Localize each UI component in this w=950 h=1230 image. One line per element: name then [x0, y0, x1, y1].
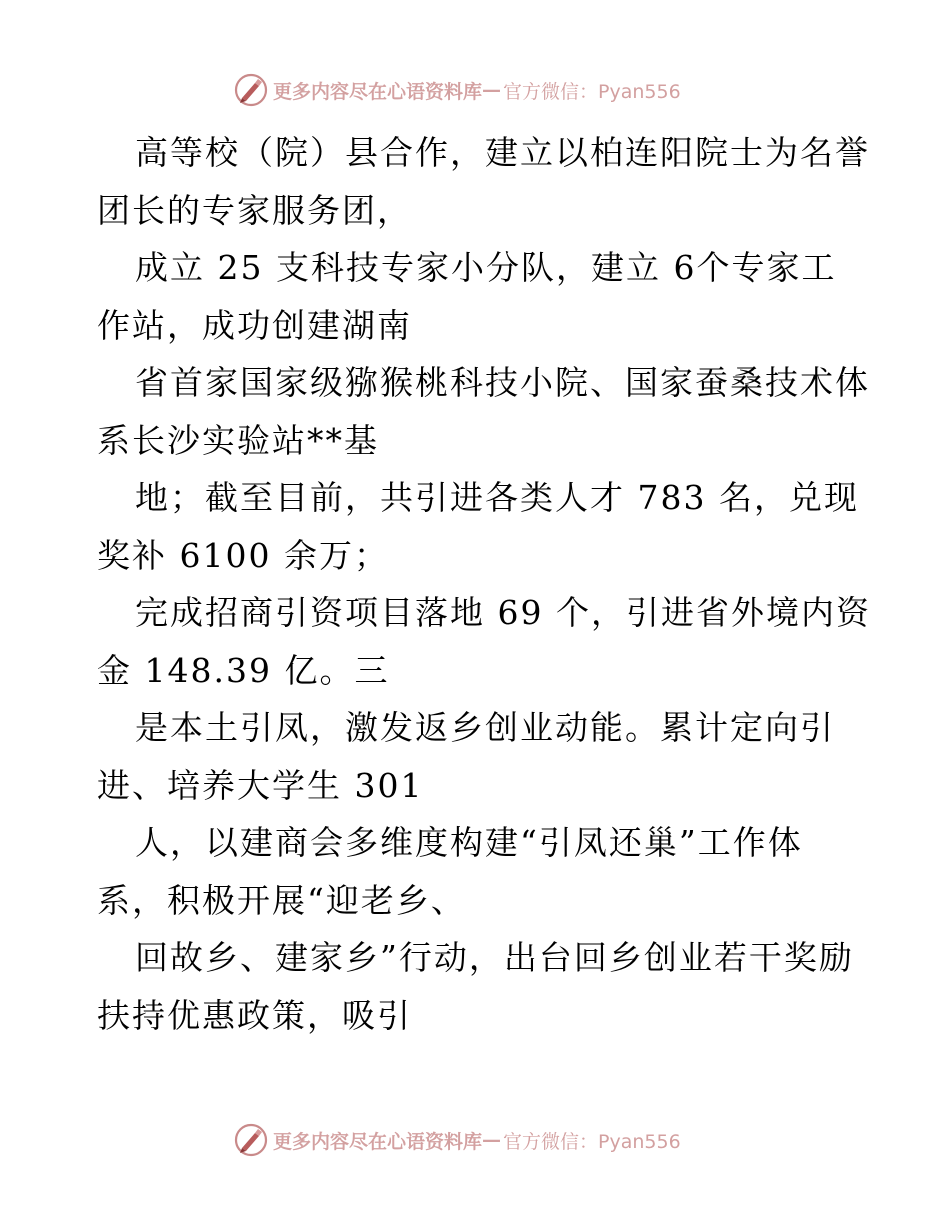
- body-line: 系长沙实验站**基: [97, 420, 379, 460]
- body-line: 扶持优惠政策，吸引: [97, 995, 412, 1035]
- body-line: 作站，成功创建湖南: [97, 305, 412, 345]
- body-line: 省首家国家级猕猴桃科技小院、国家蚕桑技术体: [135, 363, 870, 402]
- watermark-separator: —: [482, 79, 502, 101]
- footer-watermark: [233, 1120, 681, 1160]
- body-line: 人，以建商会多维度构建“引凤还巢”工作体: [135, 823, 803, 862]
- watermark-separator: —: [482, 1129, 502, 1151]
- pen-logo-icon: [233, 1122, 269, 1158]
- body-line: 团长的专家服务团，: [97, 190, 412, 230]
- watermark-site-text: 更多内容尽在心语资料库: [273, 80, 483, 103]
- watermark-site-text: 更多内容尽在心语资料库: [273, 1130, 483, 1153]
- body-line: 成立 25 支科技专家小分队，建立 6个专家工: [135, 248, 837, 287]
- document-body: [97, 124, 871, 1044]
- body-line: 是本土引凤，激发返乡创业动能。累计定向引: [135, 708, 835, 747]
- body-line: 系，积极开展“迎老乡、: [97, 880, 466, 920]
- pen-logo-icon: [233, 72, 269, 108]
- header-watermark: [233, 70, 681, 110]
- body-line: 高等校（院）县合作，建立以柏连阳院士为名誉: [135, 133, 870, 172]
- watermark-wechat-text: 官方微信：Pyan556: [503, 1130, 681, 1153]
- body-line: 金 148.39 亿。三: [97, 650, 390, 690]
- body-line: 回故乡、建家乡”行动，出台回乡创业若干奖励: [135, 938, 854, 977]
- body-line: 进、培养大学生 301: [97, 765, 424, 805]
- body-line: 完成招商引资项目落地 69 个，引进省外境内资: [135, 593, 871, 632]
- body-line: 地；截至目前，共引进各类人才 783 名，兑现: [135, 478, 859, 517]
- watermark-wechat-text: 官方微信：Pyan556: [503, 80, 681, 103]
- body-line: 奖补 6100 余万；: [97, 535, 389, 575]
